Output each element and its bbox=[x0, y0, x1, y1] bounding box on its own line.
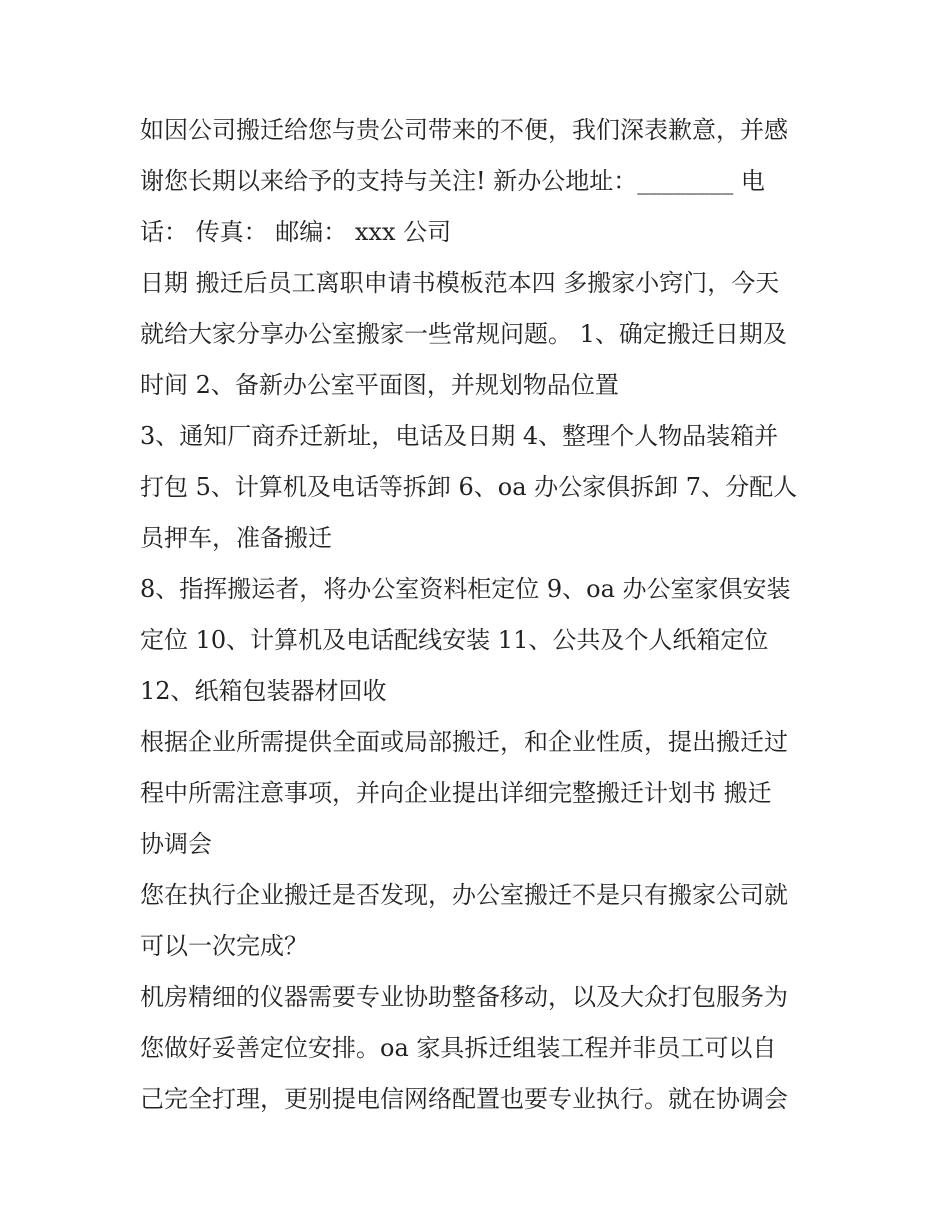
text-line: 员押车，准备搬迁 bbox=[140, 524, 332, 552]
text-line: 协调会 bbox=[140, 830, 212, 858]
text-line: 谢您长期以来给予的支持与关注! 新办公地址：________ 电 bbox=[140, 167, 765, 195]
text-line: 日期 搬迁后员工离职申请书模板范本四 多搬家小窍门，今天 bbox=[140, 269, 780, 297]
text-line: 如因公司搬迁给您与贵公司带来的不便，我们深表歉意，并感 bbox=[140, 116, 788, 144]
text-line: 时间 2、备新办公室平面图，并规划物品位置 bbox=[140, 371, 619, 399]
text-line: 定位 10、计算机及电话配线安装 11、公共及个人纸箱定位 bbox=[140, 626, 769, 654]
text-line: 己完全打理，更别提电信网络配置也要专业执行。就在协调会 bbox=[140, 1085, 788, 1113]
text-line: 您在执行企业搬迁是否发现，办公室搬迁不是只有搬家公司就 bbox=[140, 881, 788, 909]
text-line: 8、指挥搬运者，将办公室资料柜定位 9、oa 办公室家俱安装 bbox=[140, 575, 791, 603]
text-line: 您做好妥善定位安排。oa 家具拆迁组装工程并非员工可以自 bbox=[140, 1034, 777, 1062]
text-line: 就给大家分享办公室搬家一些常规问题。 1、确定搬迁日期及 bbox=[140, 320, 787, 348]
text-line: 根据企业所需提供全面或局部搬迁，和企业性质，提出搬迁过 bbox=[140, 728, 788, 756]
text-line: 3、通知厂商乔迁新址，电话及日期 4、整理个人物品装箱并 bbox=[140, 422, 779, 450]
text-line: 程中所需注意事项，并向企业提出详细完整搬迁计划书 搬迁 bbox=[140, 779, 772, 807]
text-line: 话： 传真： 邮编： xxx 公司 bbox=[140, 218, 452, 246]
document-body bbox=[140, 105, 820, 1125]
text-line: 打包 5、计算机及电话等拆卸 6、oa 办公家俱拆卸 7、分配人 bbox=[140, 473, 798, 501]
text-line: 可以一次完成？ bbox=[140, 932, 308, 960]
text-line: 机房精细的仪器需要专业协助整备移动，以及大众打包服务为 bbox=[140, 983, 788, 1011]
text-line: 12、纸箱包装器材回收 bbox=[140, 677, 387, 705]
